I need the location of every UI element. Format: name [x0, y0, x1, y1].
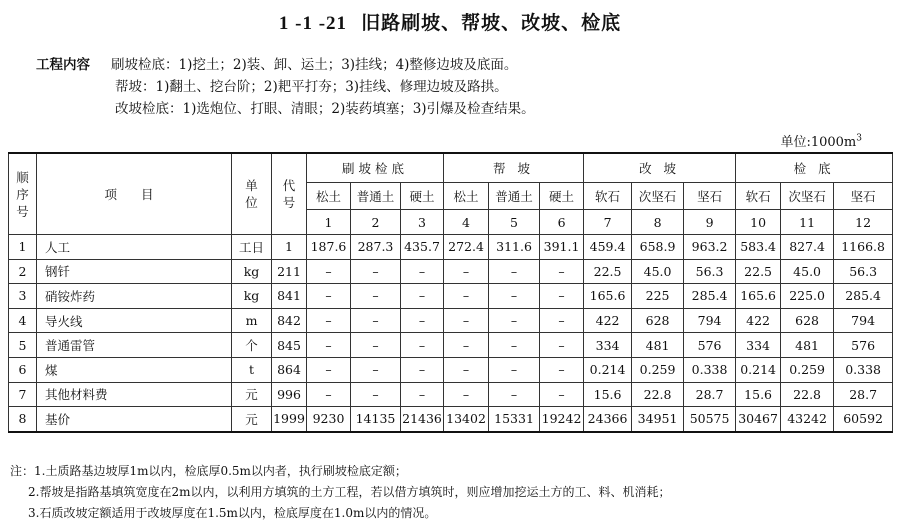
header-code: 代号 [272, 153, 307, 235]
row-value: 56.3 [834, 259, 893, 284]
row-value: 28.7 [834, 382, 893, 407]
col-number: 3 [401, 210, 444, 235]
table-row [9, 407, 893, 432]
table-row [9, 333, 893, 358]
row-unit: kg [232, 259, 272, 284]
row-value: 34951 [632, 407, 684, 432]
row-value: 22.8 [632, 382, 684, 407]
row-code: 842 [272, 308, 307, 333]
row-value: 481 [632, 333, 684, 358]
note-3: 3.石质改坡定额适用于改坡厚度在1.5m以内，检底厚度在1.0m以内的情况。 [28, 506, 437, 520]
col-number: 4 [444, 210, 489, 235]
row-value: 187.6 [307, 235, 351, 260]
row-value: 15.6 [736, 382, 781, 407]
row-value: 422 [736, 308, 781, 333]
row-value: 576 [684, 333, 736, 358]
row-value: – [540, 357, 584, 382]
row-unit: m [232, 308, 272, 333]
group-change-slope: 改 坡 [584, 153, 736, 183]
note-2: 2.帮坡是指路基填筑宽度在2m以内，以利用方填筑的土方工程，若以借方填筑时，则应增加挖运土方的工、料、机消耗； [28, 485, 671, 499]
row-value: 165.6 [736, 284, 781, 309]
row-value: – [401, 382, 444, 407]
subcol-header: 硬土 [540, 183, 584, 210]
unit-label: 单位$:1000m^3$ [780, 133, 862, 150]
row-value: 435.7 [401, 235, 444, 260]
col-number: 1 [307, 210, 351, 235]
row-item: 其他材料费 [37, 382, 232, 407]
subcol-header: 普通土 [489, 183, 540, 210]
row-value: – [540, 284, 584, 309]
row-number: 8 [9, 407, 37, 432]
row-value: 963.2 [684, 235, 736, 260]
row-value: – [401, 333, 444, 358]
table-row [9, 235, 893, 260]
work-content-line-3: 改坡检底：1)选炮位、打眼、清眼；2)装药填塞；3)引爆及检查结果。 [115, 101, 535, 117]
row-value: 0.259 [632, 357, 684, 382]
row-value: – [307, 308, 351, 333]
row-code: 845 [272, 333, 307, 358]
row-value: 628 [632, 308, 684, 333]
subcol-header: 软石 [584, 183, 632, 210]
table-row [9, 308, 893, 333]
col-number: 9 [684, 210, 736, 235]
header-seq: 顺序号 [9, 153, 37, 235]
row-value: 45.0 [781, 259, 834, 284]
row-value: 0.214 [584, 357, 632, 382]
row-code: 996 [272, 382, 307, 407]
row-value: 28.7 [684, 382, 736, 407]
row-value: 285.4 [834, 284, 893, 309]
row-value: – [307, 382, 351, 407]
row-item: 煤 [37, 357, 232, 382]
row-code: 841 [272, 284, 307, 309]
section-code: 1 -1 -21 [278, 13, 348, 34]
col-number: 12 [834, 210, 893, 235]
row-value: 22.5 [736, 259, 781, 284]
row-value: – [307, 357, 351, 382]
col-number: 6 [540, 210, 584, 235]
notes [10, 461, 670, 524]
table-row [9, 382, 893, 407]
row-value: – [489, 308, 540, 333]
row-value: – [444, 333, 489, 358]
row-unit: t [232, 357, 272, 382]
row-number: 4 [9, 308, 37, 333]
row-unit: 元 [232, 382, 272, 407]
row-value: – [489, 259, 540, 284]
row-value: 658.9 [632, 235, 684, 260]
col-number: 7 [584, 210, 632, 235]
row-value: 583.4 [736, 235, 781, 260]
row-value: 391.1 [540, 235, 584, 260]
row-unit: 个 [232, 333, 272, 358]
work-content-line-2: 帮坡：1)翻土、挖台阶；2)耙平打夯；3)挂线、修理边坡及路拱。 [115, 79, 508, 95]
table-row [9, 357, 893, 382]
table-row [9, 259, 893, 284]
row-value: 0.214 [736, 357, 781, 382]
header-item: 项 目 [37, 153, 232, 235]
row-value: 311.6 [489, 235, 540, 260]
row-number: 3 [9, 284, 37, 309]
row-value: – [540, 259, 584, 284]
row-value: – [444, 259, 489, 284]
row-value: 60592 [834, 407, 893, 432]
row-value: – [351, 333, 401, 358]
row-code: 1 [272, 235, 307, 260]
header-unit: 单位 [232, 153, 272, 235]
row-value: 15.6 [584, 382, 632, 407]
subcol-header: 坚石 [684, 183, 736, 210]
subcol-header: 普通土 [351, 183, 401, 210]
table-body [9, 235, 893, 432]
subcol-header: 次坚石 [781, 183, 834, 210]
row-value: – [351, 382, 401, 407]
row-value: 285.4 [684, 284, 736, 309]
row-item: 导火线 [37, 308, 232, 333]
row-value: – [444, 382, 489, 407]
row-value: 827.4 [781, 235, 834, 260]
work-content [36, 54, 535, 120]
row-value: 272.4 [444, 235, 489, 260]
subcol-header: 硬土 [401, 183, 444, 210]
row-value: 30467 [736, 407, 781, 432]
row-value: – [307, 333, 351, 358]
section-title: 旧路刷坡、帮坡、改坡、检底 [361, 12, 622, 34]
row-value: – [351, 357, 401, 382]
row-number: 7 [9, 382, 37, 407]
subcol-header: 软石 [736, 183, 781, 210]
group-brush-slope: 刷坡检底 [307, 153, 444, 183]
table-row [9, 284, 893, 309]
row-unit: 元 [232, 407, 272, 432]
row-item: 人工 [37, 235, 232, 260]
work-content-line-1: 工程内容 刷坡检底：1)挖土；2)装、卸、运土；3)挂线；4)整修边坡及底面。 [36, 54, 535, 76]
row-value: – [489, 382, 540, 407]
row-value: – [489, 333, 540, 358]
row-value: – [489, 357, 540, 382]
row-value: 21436 [401, 407, 444, 432]
row-value: – [307, 259, 351, 284]
row-value: – [489, 284, 540, 309]
col-number: 5 [489, 210, 540, 235]
row-value: – [351, 308, 401, 333]
row-value: – [401, 284, 444, 309]
row-value: – [540, 333, 584, 358]
col-number: 2 [351, 210, 401, 235]
group-build-slope: 帮 坡 [444, 153, 584, 183]
row-value: 165.6 [584, 284, 632, 309]
row-value: – [444, 284, 489, 309]
group-check-bottom: 检 底 [736, 153, 893, 183]
subcol-header: 次坚石 [632, 183, 684, 210]
subcol-header: 松土 [307, 183, 351, 210]
row-item: 硝铵炸药 [37, 284, 232, 309]
row-number: 1 [9, 235, 37, 260]
row-value: 0.338 [834, 357, 893, 382]
row-code: 211 [272, 259, 307, 284]
row-value: – [351, 284, 401, 309]
row-value: 576 [834, 333, 893, 358]
row-value: 334 [736, 333, 781, 358]
row-value: 50575 [684, 407, 736, 432]
row-value: 15331 [489, 407, 540, 432]
row-value: – [401, 308, 444, 333]
row-value: 334 [584, 333, 632, 358]
row-value: 45.0 [632, 259, 684, 284]
col-number: 8 [632, 210, 684, 235]
row-value: 0.259 [781, 357, 834, 382]
row-value: – [401, 259, 444, 284]
row-value: – [444, 308, 489, 333]
row-value: 287.3 [351, 235, 401, 260]
row-value: 22.8 [781, 382, 834, 407]
row-value: – [444, 357, 489, 382]
row-value: 19242 [540, 407, 584, 432]
row-number: 6 [9, 357, 37, 382]
subcol-header: 坚石 [834, 183, 893, 210]
row-value: – [540, 308, 584, 333]
col-number: 11 [781, 210, 834, 235]
note-1: 注：1.土质路基边坡厚1m以内，检底厚0.5m以内者，执行刷坡检底定额； [10, 464, 407, 478]
row-value: 225.0 [781, 284, 834, 309]
row-value: 14135 [351, 407, 401, 432]
row-unit: 工日 [232, 235, 272, 260]
col-number: 10 [736, 210, 781, 235]
row-code: 1999 [272, 407, 307, 432]
row-item: 基价 [37, 407, 232, 432]
row-number: 5 [9, 333, 37, 358]
row-value: 0.338 [684, 357, 736, 382]
subcol-header: 松土 [444, 183, 489, 210]
row-value: 24366 [584, 407, 632, 432]
row-value: 481 [781, 333, 834, 358]
row-value: 22.5 [584, 259, 632, 284]
row-value: 9230 [307, 407, 351, 432]
row-value: 422 [584, 308, 632, 333]
row-value: 628 [781, 308, 834, 333]
row-value: – [540, 382, 584, 407]
row-value: 1166.8 [834, 235, 893, 260]
row-value: 225 [632, 284, 684, 309]
row-value: – [401, 357, 444, 382]
row-value: 794 [684, 308, 736, 333]
row-code: 864 [272, 357, 307, 382]
row-value: 13402 [444, 407, 489, 432]
row-item: 钢钎 [37, 259, 232, 284]
row-value: – [307, 284, 351, 309]
row-number: 2 [9, 259, 37, 284]
row-value: 56.3 [684, 259, 736, 284]
work-content-label: 工程内容 [36, 57, 90, 73]
row-value: 43242 [781, 407, 834, 432]
row-item: 普通雷管 [37, 333, 232, 358]
row-value: – [351, 259, 401, 284]
row-value: 459.4 [584, 235, 632, 260]
page-title [0, 8, 900, 35]
quota-table [8, 152, 893, 433]
header-row-groups [9, 153, 893, 183]
row-value: 794 [834, 308, 893, 333]
row-unit: kg [232, 284, 272, 309]
